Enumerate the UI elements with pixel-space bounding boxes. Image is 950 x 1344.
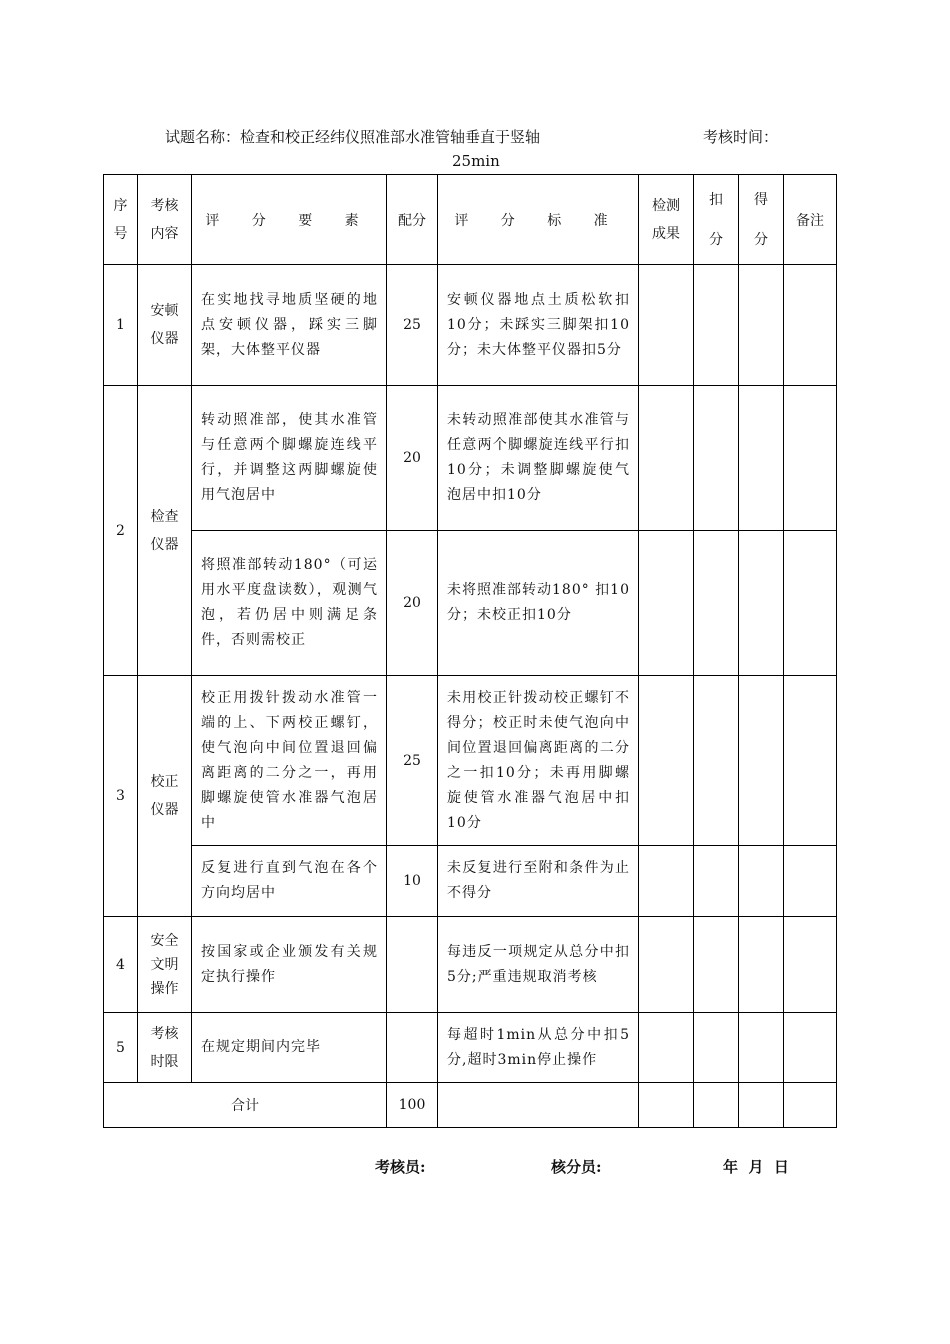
row-result-cell	[639, 386, 694, 531]
header-points: 配分	[387, 175, 438, 265]
row-points: 20	[387, 531, 438, 676]
total-result-cell	[639, 1083, 694, 1128]
row-points: 25	[387, 676, 438, 846]
scoring-table	[103, 174, 837, 1128]
row-criteria: 安顿仪器地点土质松软扣10分；未踩实三脚架扣10分；未大体整平仪器扣5分	[438, 265, 639, 386]
total-criteria-cell	[438, 1083, 639, 1128]
row-points	[387, 1013, 438, 1083]
row-result-cell	[639, 917, 694, 1013]
exam-title: 试题名称：检查和校正经纬仪照准部水准管轴垂直于竖轴	[165, 128, 541, 146]
row-remark-cell	[784, 531, 837, 676]
row-criteria: 未将照准部转动180° 扣10分；未校正扣10分	[438, 531, 639, 676]
table-row	[104, 386, 837, 531]
row-content: 校正仪器	[138, 676, 192, 917]
row-deduct-cell	[694, 676, 739, 846]
exam-duration: 25min	[452, 152, 500, 170]
header-no: 序号	[104, 175, 138, 265]
row-score-cell	[739, 531, 784, 676]
header-criteria: 评 分 标 准	[438, 175, 639, 265]
examiner-label: 考核员:	[375, 1158, 426, 1176]
total-deduct-cell	[694, 1083, 739, 1128]
row-criteria: 每超时1min从总分中扣5分,超时3min停止操作	[438, 1013, 639, 1083]
header-remark: 备注	[784, 175, 837, 265]
row-points: 25	[387, 265, 438, 386]
row-criteria: 未转动照准部使其水准管与任意两个脚螺旋连线平行扣10分；未调整脚螺旋使气泡居中扣10分	[438, 386, 639, 531]
header-score: 得分	[739, 175, 784, 265]
row-remark-cell	[784, 846, 837, 917]
table-row	[104, 917, 837, 1013]
header-deduct: 扣分	[694, 175, 739, 265]
row-content: 安全文明操作	[138, 917, 192, 1013]
total-points: 100	[387, 1083, 438, 1128]
row-criteria: 未用校正针拨动校正螺钉不得分；校正时未使气泡向中间位置退回偏离距离的二分之一扣10分；未再用脚螺旋使管水准器气泡居中扣10分	[438, 676, 639, 846]
row-deduct-cell	[694, 265, 739, 386]
row-score-cell	[739, 676, 784, 846]
table-row	[104, 676, 837, 846]
header-requirements: 评 分 要 素	[192, 175, 387, 265]
row-no: 5	[104, 1013, 138, 1083]
row-content: 考核时限	[138, 1013, 192, 1083]
row-score-cell	[739, 917, 784, 1013]
row-criteria: 每违反一项规定从总分中扣5分;严重违规取消考核	[438, 917, 639, 1013]
header-content: 考核内容	[138, 175, 192, 265]
row-requirement: 在实地找寻地质坚硬的地点安顿仪器，踩实三脚架，大体整平仪器	[192, 265, 387, 386]
row-requirement: 按国家或企业颁发有关规定执行操作	[192, 917, 387, 1013]
row-remark-cell	[784, 917, 837, 1013]
row-deduct-cell	[694, 1013, 739, 1083]
row-points	[387, 917, 438, 1013]
total-score-cell	[739, 1083, 784, 1128]
row-requirement: 校正用拨针拨动水准管一端的上、下两校正螺钉，使气泡向中间位置退回偏离距离的二分之一，再用脚螺旋使管水准器气泡居中	[192, 676, 387, 846]
total-label: 合计	[104, 1083, 387, 1128]
row-points: 20	[387, 386, 438, 531]
table-row	[104, 846, 837, 917]
row-remark-cell	[784, 386, 837, 531]
row-content: 检查仪器	[138, 386, 192, 676]
scorer-label: 核分员:	[551, 1158, 602, 1176]
row-score-cell	[739, 386, 784, 531]
row-result-cell	[639, 265, 694, 386]
row-result-cell	[639, 1013, 694, 1083]
row-no: 1	[104, 265, 138, 386]
row-points: 10	[387, 846, 438, 917]
row-result-cell	[639, 531, 694, 676]
row-deduct-cell	[694, 386, 739, 531]
table-row	[104, 265, 837, 386]
row-score-cell	[739, 846, 784, 917]
header-row	[104, 175, 837, 265]
row-result-cell	[639, 846, 694, 917]
row-requirement: 将照准部转动180°（可运用水平度盘读数），观测气泡，若仍居中则满足条件，否则需校正	[192, 531, 387, 676]
row-remark-cell	[784, 1013, 837, 1083]
date-label: 年 月 日	[723, 1158, 789, 1176]
row-content: 安顿仪器	[138, 265, 192, 386]
row-requirement: 在规定期间内完毕	[192, 1013, 387, 1083]
row-deduct-cell	[694, 917, 739, 1013]
row-score-cell	[739, 265, 784, 386]
row-remark-cell	[784, 265, 837, 386]
total-remark-cell	[784, 1083, 837, 1128]
row-score-cell	[739, 1013, 784, 1083]
row-no: 4	[104, 917, 138, 1013]
row-deduct-cell	[694, 531, 739, 676]
table-row	[104, 1013, 837, 1083]
row-result-cell	[639, 676, 694, 846]
table-row	[104, 531, 837, 676]
total-row	[104, 1083, 837, 1128]
row-requirement: 转动照准部，使其水准管与任意两个脚螺旋连线平行，并调整这两脚螺旋使用气泡居中	[192, 386, 387, 531]
row-criteria: 未反复进行至附和条件为止不得分	[438, 846, 639, 917]
row-no: 3	[104, 676, 138, 917]
exam-time-label: 考核时间：	[703, 128, 779, 146]
row-deduct-cell	[694, 846, 739, 917]
row-remark-cell	[784, 676, 837, 846]
row-no: 2	[104, 386, 138, 676]
row-requirement: 反复进行直到气泡在各个方向均居中	[192, 846, 387, 917]
header-result: 检测成果	[639, 175, 694, 265]
